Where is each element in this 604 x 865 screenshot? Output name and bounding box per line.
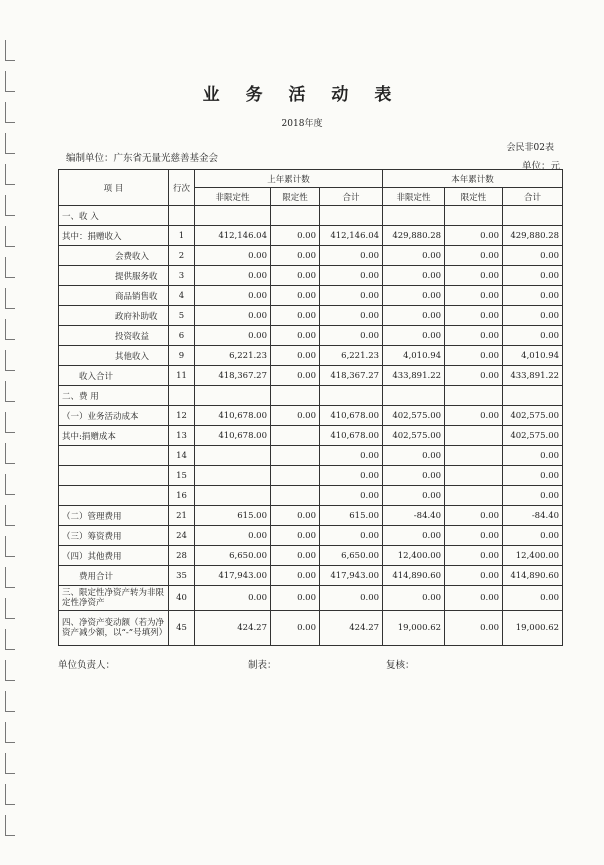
binding-mark (5, 629, 15, 650)
cell-line: 12 (169, 406, 195, 426)
cell-prev-unrestricted: 0.00 (195, 306, 271, 326)
binding-mark (5, 598, 15, 619)
cell-prev-restricted: 0.00 (271, 586, 320, 611)
cell-curr-sum: 12,400.00 (503, 546, 563, 566)
cell-line: 16 (169, 486, 195, 506)
table-row (59, 486, 563, 506)
cell-prev-restricted: 0.00 (271, 566, 320, 586)
cell-curr-restricted: 0.00 (445, 346, 503, 366)
cell-curr-unrestricted: 0.00 (383, 466, 445, 486)
table-row (59, 366, 563, 386)
binding-mark (5, 164, 15, 185)
cell-curr-restricted: 0.00 (445, 286, 503, 306)
header-prev-restricted: 限定性 (271, 188, 320, 206)
cell-curr-sum: 429,880.28 (503, 226, 563, 246)
cell-prev-unrestricted: 410,678.00 (195, 426, 271, 446)
report-year: 2018年度 (281, 119, 323, 129)
binding-mark (5, 40, 15, 61)
cell-line: 5 (169, 306, 195, 326)
cell-item (59, 466, 169, 486)
cell-prev-restricted: 0.00 (271, 406, 320, 426)
cell-curr-unrestricted (383, 206, 445, 226)
cell-item: 其中:捐赠成本 (59, 426, 169, 446)
cell-curr-restricted: 0.00 (445, 586, 503, 611)
cell-prev-sum: 417,943.00 (320, 566, 383, 586)
cell-curr-restricted: 0.00 (445, 611, 503, 646)
binding-mark (5, 505, 15, 526)
cell-line (169, 206, 195, 226)
table-row (59, 446, 563, 466)
cell-curr-sum: 402,575.00 (503, 426, 563, 446)
cell-prev-unrestricted: 412,146.04 (195, 226, 271, 246)
cell-prev-restricted: 0.00 (271, 286, 320, 306)
binding-mark (5, 288, 15, 309)
cell-curr-unrestricted: 433,891.22 (383, 366, 445, 386)
cell-prev-unrestricted (195, 206, 271, 226)
cell-line: 40 (169, 586, 195, 611)
cell-prev-unrestricted: 615.00 (195, 506, 271, 526)
cell-line: 14 (169, 446, 195, 466)
cell-prev-sum (320, 206, 383, 226)
cell-curr-restricted (445, 466, 503, 486)
cell-prev-restricted (271, 466, 320, 486)
cell-item: 投资收益 (59, 326, 169, 346)
cell-prev-sum: 0.00 (320, 466, 383, 486)
table-row (59, 286, 563, 306)
cell-prev-restricted (271, 386, 320, 406)
cell-curr-unrestricted: 4,010.94 (383, 346, 445, 366)
table-row (59, 566, 563, 586)
form-number: 会民非02表 (506, 143, 554, 153)
cell-item: 收入合计 (59, 366, 169, 386)
cell-prev-unrestricted: 6,221.23 (195, 346, 271, 366)
cell-item: （一）业务活动成本 (59, 406, 169, 426)
cell-line: 1 (169, 226, 195, 246)
cell-prev-sum: 410,678.00 (320, 426, 383, 446)
table-row (59, 546, 563, 566)
cell-curr-sum: 0.00 (503, 326, 563, 346)
cell-curr-sum: 0.00 (503, 306, 563, 326)
binding-mark (5, 257, 15, 278)
cell-curr-unrestricted: 429,880.28 (383, 226, 445, 246)
cell-item: 费用合计 (59, 566, 169, 586)
cell-curr-restricted: 0.00 (445, 326, 503, 346)
cell-item: （四）其他费用 (59, 546, 169, 566)
cell-curr-unrestricted: 0.00 (383, 286, 445, 306)
binding-mark (5, 412, 15, 433)
cell-prev-sum: 424.27 (320, 611, 383, 646)
cell-prev-sum: 0.00 (320, 586, 383, 611)
binding-mark (5, 567, 15, 588)
cell-prev-sum: 0.00 (320, 306, 383, 326)
binding-mark (5, 350, 15, 371)
report-title: 业 务 活 动 表 (202, 85, 402, 105)
cell-curr-sum: 0.00 (503, 486, 563, 506)
cell-curr-unrestricted: 0.00 (383, 326, 445, 346)
header-curr-sum: 合计 (503, 188, 563, 206)
cell-prev-unrestricted: 418,367.27 (195, 366, 271, 386)
binding-mark (5, 226, 15, 247)
cell-item: 一、收 入 (59, 206, 169, 226)
cell-prev-unrestricted: 410,678.00 (195, 406, 271, 426)
table-row (59, 226, 563, 246)
cell-prev-restricted: 0.00 (271, 226, 320, 246)
cell-prev-sum: 6,221.23 (320, 346, 383, 366)
cell-curr-restricted: 0.00 (445, 246, 503, 266)
cell-curr-sum: 0.00 (503, 446, 563, 466)
cell-prev-unrestricted: 0.00 (195, 526, 271, 546)
cell-item: 提供服务收 (59, 266, 169, 286)
cell-curr-sum: 0.00 (503, 466, 563, 486)
cell-prev-sum: 0.00 (320, 286, 383, 306)
cell-item: 会费收入 (59, 246, 169, 266)
table-row (59, 426, 563, 446)
binding-mark (5, 536, 15, 557)
cell-curr-restricted: 0.00 (445, 526, 503, 546)
cell-prev-restricted (271, 426, 320, 446)
cell-curr-restricted (445, 426, 503, 446)
binding-mark (5, 753, 15, 774)
cell-prev-restricted (271, 486, 320, 506)
cell-curr-restricted (445, 486, 503, 506)
cell-prev-sum: 0.00 (320, 446, 383, 466)
binding-mark (5, 660, 15, 681)
table-row (59, 611, 563, 646)
table-row (59, 206, 563, 226)
cell-prev-unrestricted: 417,943.00 (195, 566, 271, 586)
binding-mark (5, 815, 15, 836)
cell-line: 13 (169, 426, 195, 446)
cell-line (169, 386, 195, 406)
table-row (59, 526, 563, 546)
cell-curr-unrestricted (383, 386, 445, 406)
cell-curr-unrestricted: 19,000.62 (383, 611, 445, 646)
cell-curr-sum: 4,010.94 (503, 346, 563, 366)
cell-curr-unrestricted: 0.00 (383, 246, 445, 266)
cell-line: 21 (169, 506, 195, 526)
header-curr-unrestricted: 非限定性 (383, 188, 445, 206)
cell-prev-restricted (271, 446, 320, 466)
signature-head: 单位负责人： (58, 660, 116, 671)
cell-curr-restricted (445, 206, 503, 226)
cell-curr-restricted: 0.00 (445, 306, 503, 326)
cell-prev-restricted: 0.00 (271, 366, 320, 386)
cell-curr-unrestricted: 0.00 (383, 586, 445, 611)
binding-mark (5, 443, 15, 464)
header-prev-total: 上年累计数 (195, 170, 383, 188)
header-curr-restricted: 限定性 (445, 188, 503, 206)
binding-mark (5, 319, 15, 340)
cell-line: 28 (169, 546, 195, 566)
cell-prev-restricted: 0.00 (271, 526, 320, 546)
cell-prev-sum: 0.00 (320, 246, 383, 266)
cell-line: 35 (169, 566, 195, 586)
organization-label: 编制单位：广东省无量光慈善基金会 (66, 153, 219, 164)
cell-curr-sum: 402,575.00 (503, 406, 563, 426)
table-row (59, 326, 563, 346)
cell-prev-sum: 418,367.27 (320, 366, 383, 386)
table-row (59, 266, 563, 286)
signature-preparer: 制表： (248, 660, 277, 671)
cell-prev-unrestricted: 0.00 (195, 286, 271, 306)
binding-mark (5, 381, 15, 402)
cell-prev-unrestricted (195, 466, 271, 486)
cell-curr-restricted (445, 446, 503, 466)
cell-prev-restricted (271, 206, 320, 226)
cell-prev-restricted: 0.00 (271, 346, 320, 366)
cell-item: 商品销售收 (59, 286, 169, 306)
cell-curr-sum: 0.00 (503, 526, 563, 546)
cell-curr-unrestricted: 0.00 (383, 526, 445, 546)
binding-mark (5, 691, 15, 712)
cell-prev-sum: 0.00 (320, 266, 383, 286)
cell-curr-restricted: 0.00 (445, 226, 503, 246)
cell-prev-sum (320, 386, 383, 406)
cell-curr-sum: 19,000.62 (503, 611, 563, 646)
cell-prev-unrestricted: 0.00 (195, 586, 271, 611)
cell-curr-sum: 0.00 (503, 286, 563, 306)
table-row (59, 586, 563, 611)
cell-curr-unrestricted: 12,400.00 (383, 546, 445, 566)
binding-mark (5, 722, 15, 743)
binding-mark (5, 133, 15, 154)
table-row (59, 306, 563, 326)
cell-curr-sum: 0.00 (503, 246, 563, 266)
cell-prev-restricted: 0.00 (271, 246, 320, 266)
cell-item: 其中：捐赠收入 (59, 226, 169, 246)
cell-line: 15 (169, 466, 195, 486)
cell-prev-sum: 0.00 (320, 326, 383, 346)
table-row (59, 466, 563, 486)
cell-prev-sum: 410,678.00 (320, 406, 383, 426)
cell-prev-restricted: 0.00 (271, 611, 320, 646)
cell-prev-sum: 615.00 (320, 506, 383, 526)
cell-prev-unrestricted (195, 446, 271, 466)
currency-unit: 单位：元 (521, 161, 560, 172)
cell-item: （三）筹资费用 (59, 526, 169, 546)
cell-line: 3 (169, 266, 195, 286)
cell-curr-sum: 0.00 (503, 266, 563, 286)
cell-item: 二、费 用 (59, 386, 169, 406)
header-prev-sum: 合计 (320, 188, 383, 206)
activity-table (58, 169, 563, 646)
cell-curr-unrestricted: 402,575.00 (383, 406, 445, 426)
binding-mark (5, 474, 15, 495)
cell-item: 政府补助收 (59, 306, 169, 326)
cell-item: 其他收入 (59, 346, 169, 366)
cell-prev-unrestricted (195, 486, 271, 506)
cell-prev-sum: 0.00 (320, 526, 383, 546)
cell-prev-unrestricted: 6,650.00 (195, 546, 271, 566)
cell-curr-sum (503, 386, 563, 406)
cell-line: 11 (169, 366, 195, 386)
cell-prev-unrestricted (195, 386, 271, 406)
cell-curr-unrestricted: 414,890.60 (383, 566, 445, 586)
table-row (59, 406, 563, 426)
cell-item (59, 446, 169, 466)
cell-prev-restricted: 0.00 (271, 326, 320, 346)
cell-curr-sum: 414,890.60 (503, 566, 563, 586)
cell-line: 4 (169, 286, 195, 306)
cell-prev-restricted: 0.00 (271, 266, 320, 286)
cell-curr-unrestricted: 0.00 (383, 486, 445, 506)
cell-curr-restricted: 0.00 (445, 366, 503, 386)
cell-line: 24 (169, 526, 195, 546)
cell-prev-restricted: 0.00 (271, 306, 320, 326)
binding-margin (0, 0, 22, 865)
cell-item: 三、限定性净资产转为非限定性净资产 (59, 586, 169, 611)
cell-line: 2 (169, 246, 195, 266)
cell-curr-restricted: 0.00 (445, 546, 503, 566)
cell-curr-sum: 0.00 (503, 586, 563, 611)
cell-curr-unrestricted: -84.40 (383, 506, 445, 526)
cell-curr-unrestricted: 0.00 (383, 306, 445, 326)
binding-mark (5, 784, 15, 805)
header-curr-total: 本年累计数 (383, 170, 563, 188)
cell-line: 6 (169, 326, 195, 346)
cell-prev-restricted: 0.00 (271, 546, 320, 566)
header-item: 项 目 (59, 170, 169, 206)
header-line: 行次 (169, 170, 195, 206)
cell-prev-unrestricted: 0.00 (195, 246, 271, 266)
cell-item: 四、净资产变动额（若为净资产减少额，以“-”号填列） (59, 611, 169, 646)
cell-prev-sum: 6,650.00 (320, 546, 383, 566)
signature-reviewer: 复核： (386, 660, 415, 671)
cell-curr-restricted: 0.00 (445, 266, 503, 286)
table-row (59, 246, 563, 266)
cell-curr-sum: -84.40 (503, 506, 563, 526)
cell-curr-restricted: 0.00 (445, 566, 503, 586)
table-row (59, 346, 563, 366)
cell-prev-unrestricted: 0.00 (195, 326, 271, 346)
cell-curr-sum (503, 206, 563, 226)
cell-curr-sum: 433,891.22 (503, 366, 563, 386)
table-row (59, 386, 563, 406)
cell-prev-restricted: 0.00 (271, 506, 320, 526)
cell-curr-restricted: 0.00 (445, 506, 503, 526)
cell-prev-sum: 0.00 (320, 486, 383, 506)
cell-curr-unrestricted: 402,575.00 (383, 426, 445, 446)
cell-item (59, 486, 169, 506)
cell-curr-restricted (445, 386, 503, 406)
cell-line: 45 (169, 611, 195, 646)
cell-curr-unrestricted: 0.00 (383, 266, 445, 286)
cell-line: 9 (169, 346, 195, 366)
cell-curr-restricted: 0.00 (445, 406, 503, 426)
binding-mark (5, 195, 15, 216)
cell-item: （二）管理费用 (59, 506, 169, 526)
table-row (59, 506, 563, 526)
cell-prev-unrestricted: 424.27 (195, 611, 271, 646)
cell-prev-sum: 412,146.04 (320, 226, 383, 246)
table-body (59, 206, 563, 646)
header-prev-unrestricted: 非限定性 (195, 188, 271, 206)
cell-curr-unrestricted: 0.00 (383, 446, 445, 466)
cell-prev-unrestricted: 0.00 (195, 266, 271, 286)
